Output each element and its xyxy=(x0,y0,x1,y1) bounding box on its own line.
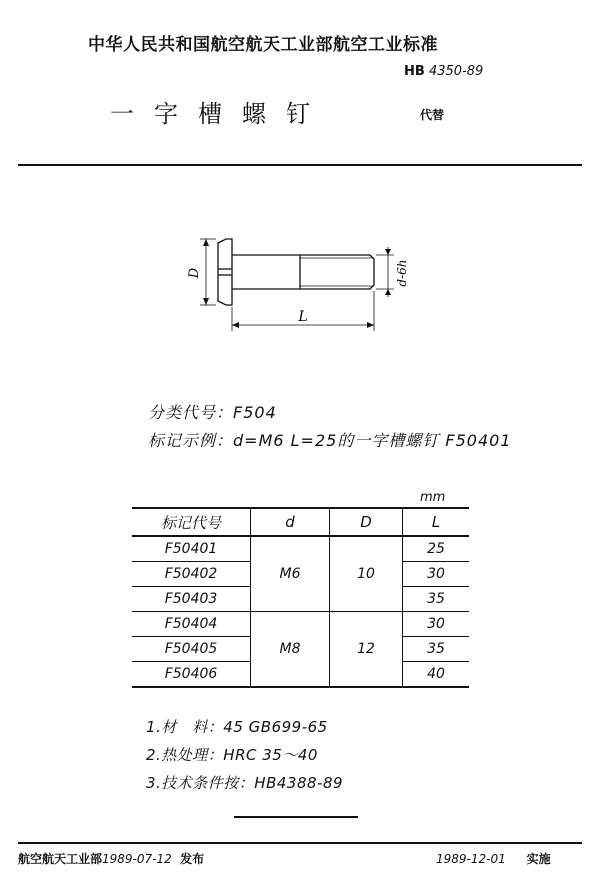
cell-code: F50404 xyxy=(132,612,251,637)
marking-example: 标记示例：d=M6 L=25的一字槽螺钉 F50401 xyxy=(148,431,512,450)
header-code: 标记代号 xyxy=(132,508,251,536)
standard-number-value: 4350-89 xyxy=(428,64,484,79)
cell-L: 30 xyxy=(403,612,470,637)
standard-prefix: HB xyxy=(404,64,425,79)
dim-L-label: L xyxy=(298,309,308,325)
footer-issue xyxy=(18,850,204,867)
header-d: d xyxy=(251,508,330,536)
cell-code: F50405 xyxy=(132,637,251,662)
screw-shank xyxy=(232,255,374,289)
table-row xyxy=(132,612,469,637)
cell-code: F50401 xyxy=(132,536,251,562)
dim-D-label: D xyxy=(187,267,202,279)
cell-D: 10 xyxy=(330,536,403,612)
cell-L: 35 xyxy=(403,637,470,662)
standard-number xyxy=(404,64,483,79)
footer-effective-date: 1989-12-01 xyxy=(436,852,506,866)
document-title: 一字槽螺钉 xyxy=(110,100,330,128)
dimension-table xyxy=(132,507,469,688)
cell-L: 25 xyxy=(403,536,470,562)
cell-L: 30 xyxy=(403,562,470,587)
header-L: L xyxy=(403,508,470,536)
cell-code: F50402 xyxy=(132,562,251,587)
cell-L: 35 xyxy=(403,587,470,612)
cell-code: F50406 xyxy=(132,662,251,688)
footer-rule xyxy=(18,842,582,844)
dim-d-label: d-6h xyxy=(395,259,409,287)
footer-issue-label: 发布 xyxy=(180,852,205,866)
note-material: 1.材 料：45 GB699-65 xyxy=(146,718,328,736)
standard-title: 中华人民共和国航空航天工业部航空工业标准 xyxy=(88,35,438,55)
cell-code: F50403 xyxy=(132,587,251,612)
cell-D: 12 xyxy=(330,612,403,688)
header-rule xyxy=(18,164,582,166)
footer-issue-date: 1989-07-12 xyxy=(102,852,172,866)
footer-issuer: 航空航天工业部 xyxy=(18,852,103,866)
cell-L: 40 xyxy=(403,662,470,688)
table-header-row xyxy=(132,508,469,536)
footer-effective-label: 实施 xyxy=(526,852,551,866)
end-rule xyxy=(234,816,358,818)
footer-effective xyxy=(436,850,551,867)
screw-head xyxy=(218,239,232,305)
screw-drawing xyxy=(170,225,420,345)
cell-d: M8 xyxy=(251,612,330,688)
header-D: D xyxy=(330,508,403,536)
replaces-label: 代替 xyxy=(420,108,445,122)
note-technical-conditions: 3.技术条件按：HB4388-89 xyxy=(146,774,344,792)
table-row xyxy=(132,536,469,562)
unit-label: mm xyxy=(420,490,446,505)
classification-code: 分类代号：F504 xyxy=(148,403,277,422)
note-heat-treatment: 2.热处理：HRC 35～40 xyxy=(146,746,318,764)
cell-d: M6 xyxy=(251,536,330,612)
